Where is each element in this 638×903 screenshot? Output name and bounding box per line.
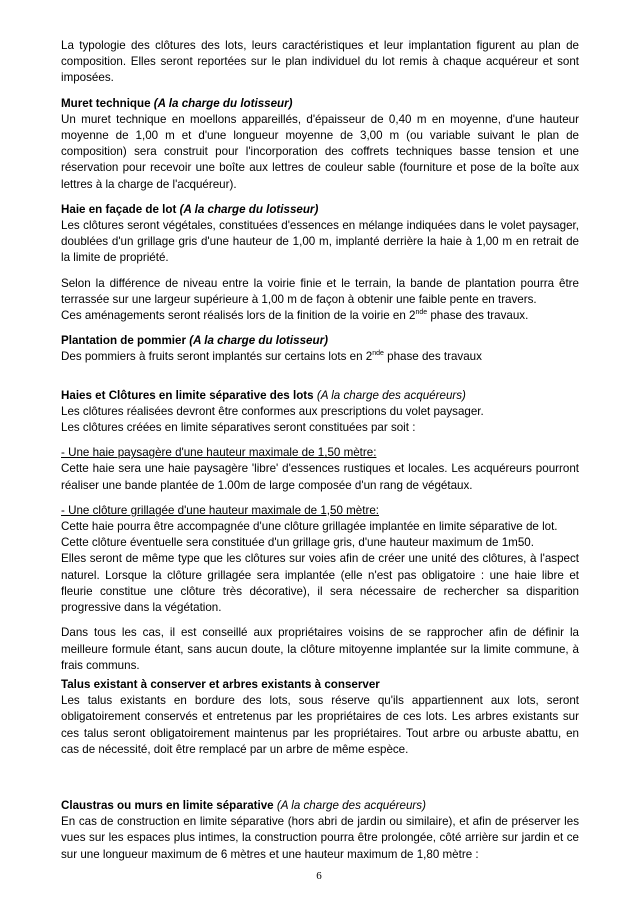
limite-title: Haies et Clôtures en limite séparative des lots: [61, 388, 314, 402]
limite-charge: (A la charge des acquéreurs): [316, 388, 466, 402]
muret-charge: (A la charge du lotisseur): [153, 96, 293, 110]
haie-heading: [61, 202, 579, 218]
pommier-paragraph: [61, 349, 579, 365]
pommier-charge: (A la charge du lotisseur): [189, 334, 328, 348]
haie-paragraph-2: Selon la différence de niveau entre la voirie finie et le terrain, la bande de plantation pourra être terrassée sur une largeur supérieure à 1,00 m de façon à obtenir une faible pente en travers.: [61, 276, 579, 306]
haie-p3-text: Ces aménagements seront réalisés lors de la finition de la voirie en 2: [61, 309, 416, 323]
haie-paragraph: Les clôtures seront végétales, constituées d'essences en mélange indiquées dans le volet paysager, doublées d'un grillage gris d'une hauteur de 1,00 m, implanté derrière la haie à 1,00 m en retrait de la limite de propriété.: [61, 219, 579, 265]
option-cloture-title: - Une clôture grillagée d'une hauteur maximale de 1,50 mètre:: [61, 503, 379, 517]
advice-paragraph: Dans tous les cas, il est conseillé aux propriétaires voisins de se rapprocher afin de définir la meilleure formule étant, sans aucun doute, la clôture mitoyenne implantée sur la limite commune, à frais communs.: [61, 626, 579, 672]
intro-paragraph: La typologie des clôtures des lots, leurs caractéristiques et leur implantation figurent au plan de composition. Elles seront reportées sur le plan individuel du lot remis à chaque acquéreur et sont imposées.: [61, 39, 579, 85]
muret-title: Muret technique: [61, 96, 151, 110]
pommier-sup: nde: [372, 350, 384, 358]
claustras-title: Claustras ou murs en limite séparative: [61, 798, 274, 812]
limite-line-1: Les clôtures réalisées devront être conformes aux prescriptions du volet paysager.: [61, 404, 484, 418]
option-haie-title: - Une haie paysagère d'une hauteur maximale de 1,50 mètre:: [61, 446, 377, 460]
claustras-heading: [61, 798, 579, 814]
muret-heading: [61, 96, 579, 112]
muret-paragraph: Un muret technique en moellons appareillés, d'épaisseur de 0,40 m en moyenne, d'une hauteur moyenne de 1,00 m et d'une longueur moyenne de 3,00 m (ou variable suivant le plan de composition) sera construit pour l'incorporation des coffrets techniques basse tension et une réservation pour recevoir une boîte aux lettres de couleur sable (fourniture et pose de la boîte aux lettres à la charge de l'acquéreur).: [61, 112, 579, 191]
talus-paragraph: Les talus existants en bordure des lots, sous réserve qu'ils appartiennent aux lots, seront obligatoirement conservés et entretenus par les propriétaires de ces lots. Les arbres existants sur ces talus seront obligatoirement maintenus par les propriétaires. Tout arbre ou arbuste abattu, en cas de nécessité, doit être remplacé par un arbre de même espèce.: [61, 694, 579, 756]
pommier-text-end: phase des travaux: [383, 350, 482, 364]
option-cloture-paragraph: Elles seront de même type que les clôtures sur voies afin de créer une unité des clôtures, à l'aspect naturel. Lorsque la clôture grillagée sera implantée (elle n'est pas obligatoire : une haie libre et fleurie constitue une clôture très décorative), il sera nécessaire de rechercher sa disparition progressive dans la végétation.: [61, 552, 579, 615]
haie-paragraph-3: [61, 308, 579, 324]
option-cloture-line-2: Cette clôture éventuelle sera constituée d'un grillage gris, d'une hauteur maximum de 1m50.: [61, 536, 534, 550]
pommier-text: Des pommiers à fruits seront implantés sur certains lots en 2: [61, 350, 373, 364]
pommier-title: Plantation de pommier: [61, 334, 186, 348]
option-haie-paragraph: Cette haie sera une haie paysagère 'libre' d'essences rustiques et locales. Les acquéreurs pourront réaliser une bande plantée de 1.00m de large composée d'un rang de végétaux.: [61, 462, 579, 492]
haie-p3-sup: nde: [415, 309, 428, 317]
claustras-paragraph: En cas de construction en limite séparative (hors abri de jardin ou similaire), et afin de préserver les vues sur les espaces plus intimes, la construction pourra être prolongée, côté arrière sur jardin et ce sur une longueur maximum de 6 mètres et une hauteur maximum de 1,80 mètre :: [61, 815, 579, 861]
haie-title: Haie en façade de lot: [61, 202, 177, 216]
haie-charge: (A la charge du lotisseur): [179, 202, 319, 216]
claustras-charge: (A la charge des acquéreurs): [276, 798, 426, 812]
option-cloture-line-1: Cette haie pourra être accompagnée d'une clôture grillagée implantée en limite séparative de lot.: [61, 520, 558, 534]
haie-p3-text-end: phase des travaux.: [427, 309, 529, 323]
document-page: [61, 38, 579, 863]
page-number: 6: [316, 870, 322, 882]
limite-heading: [61, 388, 579, 404]
limite-line-2: Les clôtures créées en limite séparatives seront constituées par soit :: [61, 421, 416, 435]
talus-heading: Talus existant à conserver et arbres existants à conserver: [61, 677, 380, 691]
pommier-heading: [61, 333, 579, 349]
